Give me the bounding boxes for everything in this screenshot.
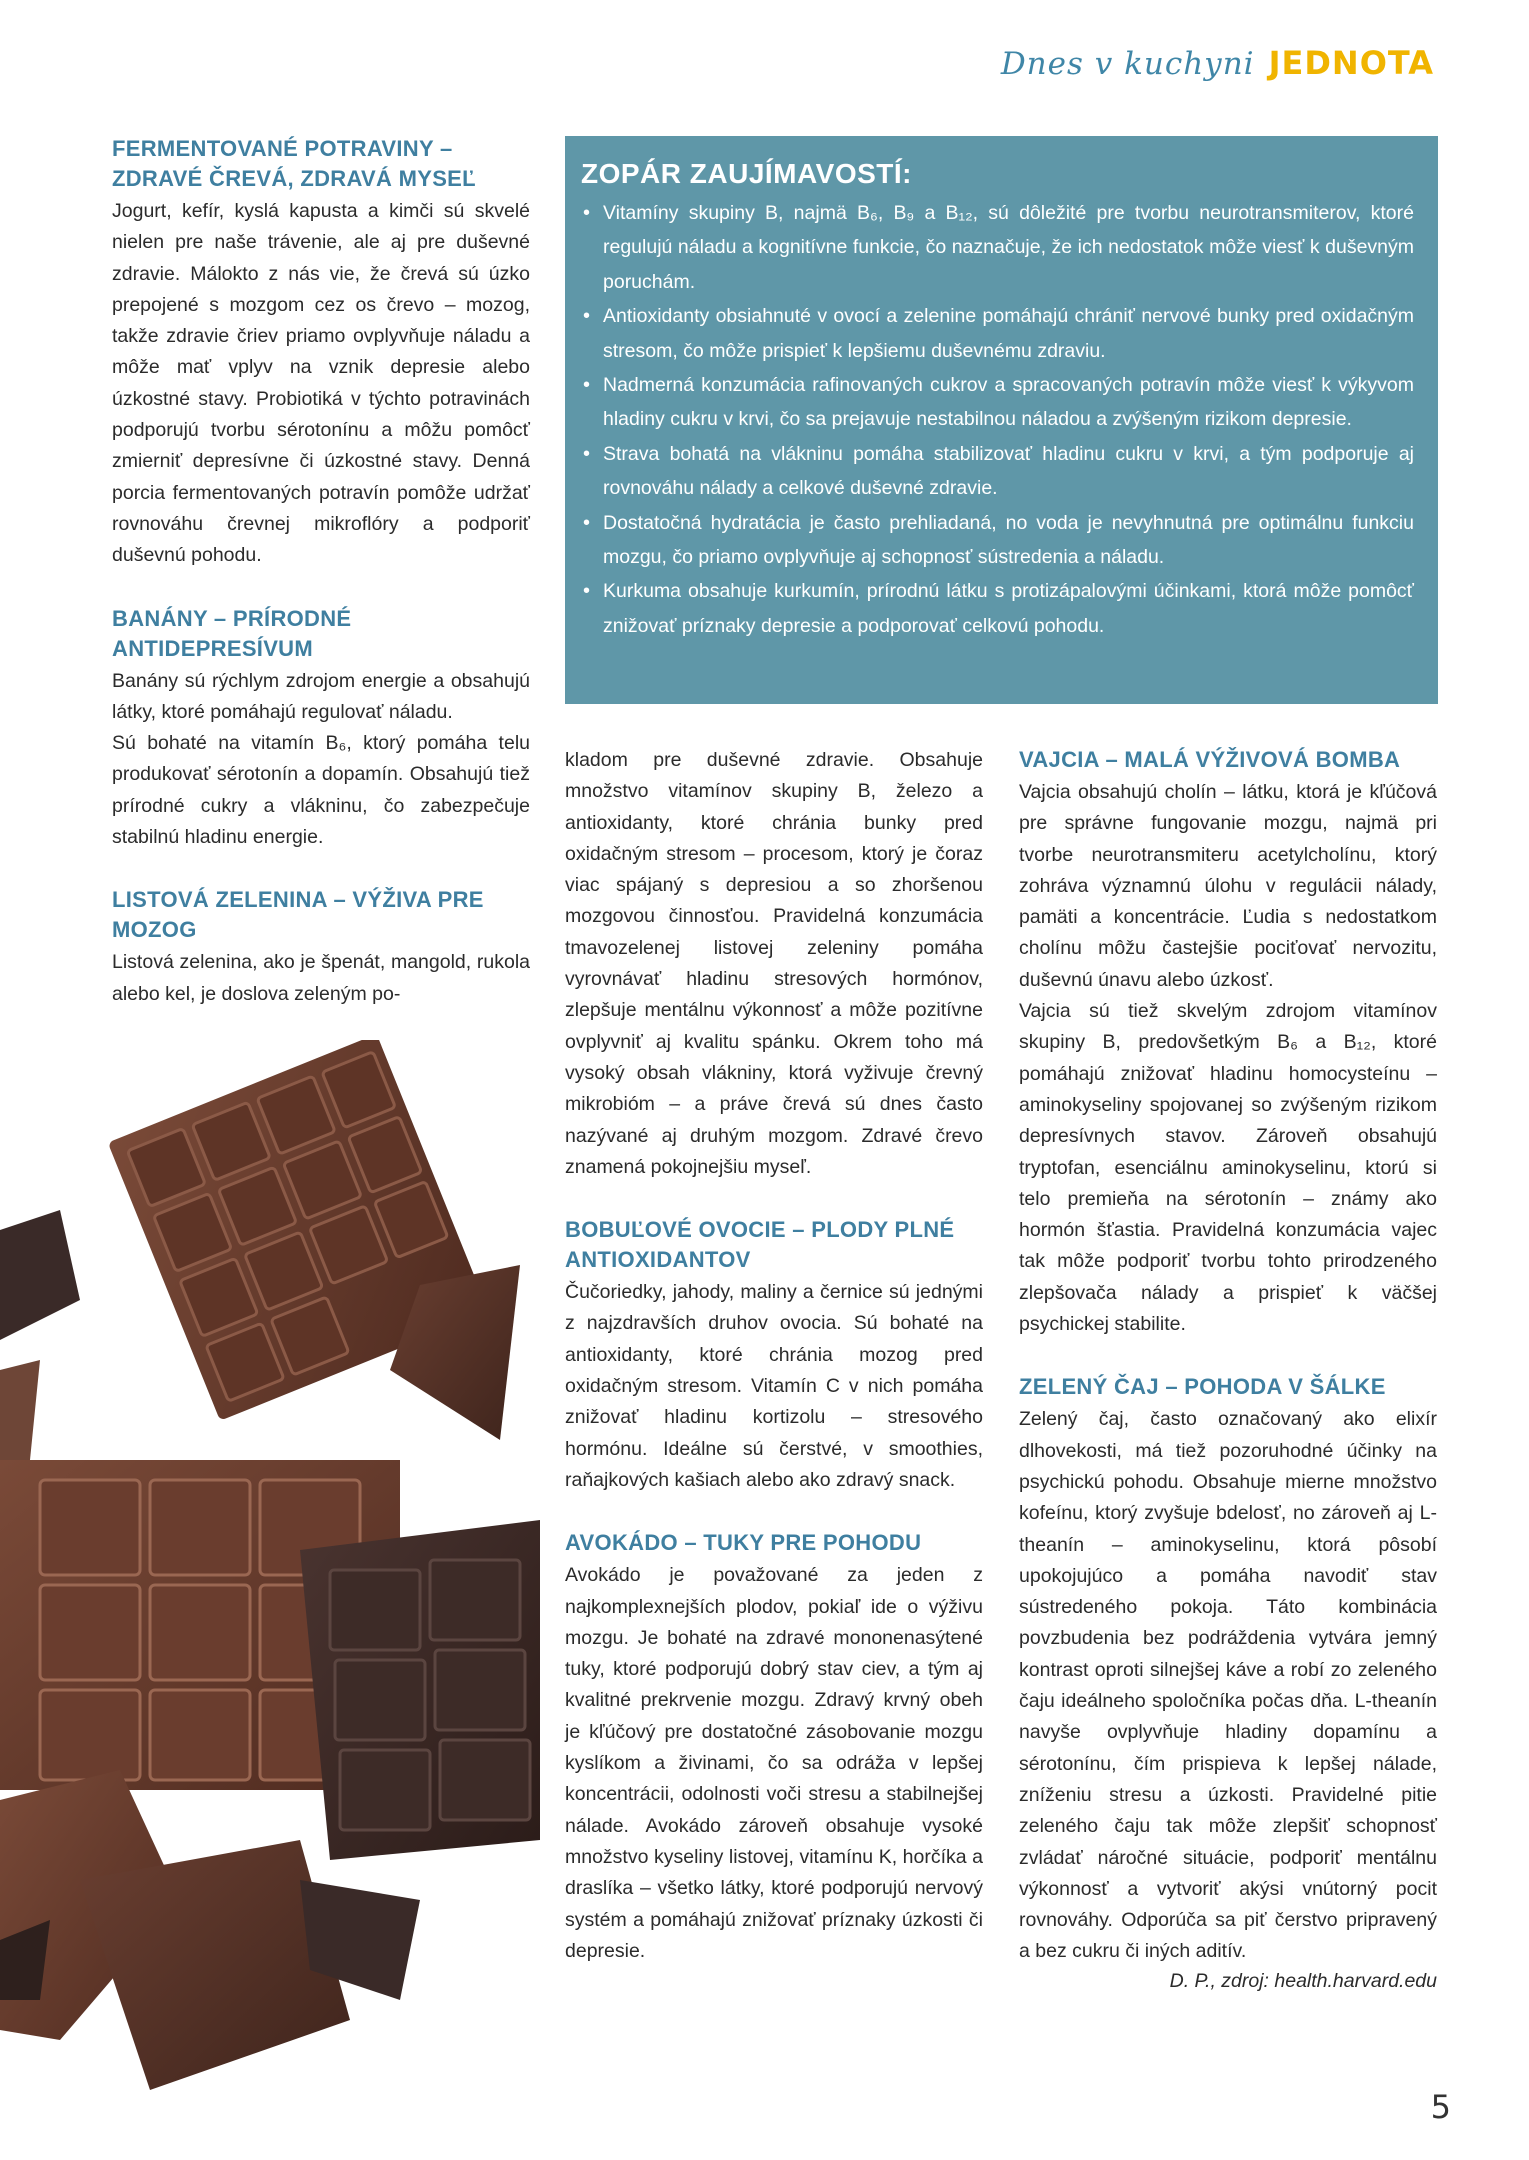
header-brand bbox=[1001, 44, 1434, 82]
section-title: BANÁNY – PRÍRODNÉ ANTIDEPRESÍVUM bbox=[112, 605, 352, 661]
info-item: • Nadmerná konzumácia rafinovaných cukrov a spracovaných potravín môže viesť k výkyvom hladiny cukru v krvi, čo sa prejavuje nestabilnou náladou a zvýšeným rizikom depresie. bbox=[581, 368, 1414, 437]
section-body bbox=[1019, 777, 1437, 1340]
section-title: BOBUĽOVÉ OVOCIE – PLODY PLNÉ ANTIOXIDANTOV bbox=[565, 1217, 955, 1273]
section-title: VAJCIA – MALÁ VÝŽIVOVÁ BOMBA bbox=[1019, 747, 1401, 772]
info-item: • Vitamíny skupiny B, najmä B₆, B₉ a B₁₂, sú dôležité pre tvorbu neurotransmiterov, ktoré regulujú náladu a kognitívne funkcie, čo naznačuje, že ich nedostatok môže viesť k duševným poruchám. bbox=[581, 196, 1414, 299]
section-body bbox=[112, 666, 530, 854]
info-item: • Strava bohatá na vlákninu pomáha stabilizovať hladinu cukru v krvi, a tým podporuje aj rovnováhu nálady a celkové duševné zdravie. bbox=[581, 437, 1414, 506]
section-body: Avokádo je považované za jeden z najkomplexnejších plodov, pokiaľ ide o výživu mozgu. Je bohaté na zdravé mononenasýtené tuky, ktoré podporujú dobrý stav ciev, a tým aj kvalitné prekrvenie mozgu. Zdravý krvný obeh je kľúčový pre dostatočné zásobovanie mozgu kyslíkom a živinami, čo sa odráža v lepšej koncentrácii, odolnosti voči stresu a stabilnejšej nálade. Avokádo zároveň obsahuje vysoké množstvo kyseliny listovej, vitamínu K, horčíka a draslíka – všetko látky, ktoré podporujú nervový systém a pomáhajú znižovať príznaky úzkosti či depresie. bbox=[565, 1564, 983, 1962]
info-box bbox=[565, 136, 1438, 704]
paragraph: Sú bohaté na vitamín B₆, ktorý pomáha telu produkovať sérotonín a dopamín. Obsahujú tiež prírodné cukry a vlákninu, čo zabezpečuje stabilnú hladinu energie. bbox=[112, 732, 530, 849]
left-column bbox=[112, 134, 530, 1042]
section-body: Jogurt, kefír, kyslá kapusta a kimči sú skvelé nielen pre naše trávenie, ale aj pre duševné zdravie. Málokto z nás vie, že črevá sú úzko prepojené s mozgom cez os črevo – mozog, takže zdravie čriev priamo ovplyvňuje náladu a môže mať vplyv na vznik depresie alebo úzkostné stavy. Probiotiká v týchto potravinách podporujú tvorbu sérotonínu a môžu pomôcť zmierniť depresívne či úzkostné stavy. Denná porcia fermentovaných potravín pomôže udržať rovnováhu črevnej mikroflóry a podporiť duševnú pohodu. bbox=[112, 200, 530, 567]
section-body: Čučoriedky, jahody, maliny a černice sú jednými z najzdravších druhov ovocia. Sú bohaté na antioxidanty, ktoré chránia mozog pred oxidačným stresom. Vitamín C v nich pomáha znižovať hladinu kortizolu – stresového hormónu. Ideálne sú čerstvé, v smoothies, raňajkových kašiach alebo ako zdravý snack. bbox=[565, 1281, 983, 1491]
source-credit: D. P., zdroj: health.harvard.edu bbox=[1169, 1969, 1437, 1992]
section-title: FERMENTOVANÉ POTRAVINY – ZDRAVÉ ČREVÁ, ZDRAVÁ MYSEĽ bbox=[112, 136, 476, 191]
info-item: • Kurkuma obsahuje kurkumín, prírodnú látku s protizápalovými účinkami, ktorá môže pomôcť znižovať príznaky depresie a podporovať celkovú pohodu. bbox=[581, 574, 1414, 643]
middle-column bbox=[565, 745, 983, 1999]
section-bananas bbox=[112, 604, 530, 854]
right-column bbox=[1019, 745, 1437, 2025]
paragraph: Vajcia sú tiež skvelým zdrojom vitamínov skupiny B, predovšetkým B₆ a B₁₂, ktoré pomáhajú znižovať hladinu homocysteínu – aminokyseliny spojovanej so zvýšeným rizikom depresívnych stavov. Zároveň obsahujú tryptofan, esenciálnu aminokyselinu, ktorú si telo premieňa na sérotonín – známy ako hormón šťastia. Pravidelná konzumácia vajec tak môže podporiť tvorbu tohto prirodzeného zlepšovača nálady a prispieť k väčšej psychickej stabilite. bbox=[1019, 1000, 1437, 1336]
info-box-title: ZOPÁR ZAUJÍMAVOSTÍ: bbox=[581, 158, 912, 189]
info-item: • Dostatočná hydratácia je často prehliadaná, no voda je nevyhnutná pre optimálnu funkciu mozgu, čo priamo ovplyvňuje aj schopnosť sústredenia a náladu. bbox=[581, 506, 1414, 575]
chocolate-image bbox=[0, 1040, 540, 2100]
section-fermented bbox=[112, 134, 530, 572]
section-avocado bbox=[565, 1528, 983, 1967]
info-list bbox=[581, 196, 1414, 643]
brand-logo: JEDNOTA bbox=[1268, 44, 1434, 82]
brand-script: Dnes v kuchyni bbox=[1000, 46, 1255, 82]
section-body: Zelený čaj, často označovaný ako elixír dlhovekosti, má tiež pozoruhodné účinky na psychickú pohodu. Obsahuje mierne množstvo kofeínu, ktorý zvyšuje bdelosť, no zároveň aj L-theanín – aminokyselinu, ktorá pôsobí upokojujúco a pomáha navodiť stav sústredeného pokoja. Táto kombinácia povzbudenia bez podráždenia vytvára jemný kontrast oproti silnejšej káve a robí zo zeleného čaju ideálneho spoločníka počas dňa. L-theanín navyše ovplyvňuje hladiny dopamínu a sérotonínu, čím prispieva k lepšej nálade, zníženiu stresu a úzkosti. Pravidelné pitie zeleného čaju tak môže zlepšiť schopnosť zvládať náročné situácie, podporiť mentálnu výkonnosť a vytvoriť akýsi vnútorný pocit rovnováhy. Odporúča sa piť čerstvo pripravený a bez cukru či iných aditív. bbox=[1019, 1408, 1437, 1963]
paragraph: Vajcia obsahujú cholín – látku, ktorá je kľúčová pre správne fungovanie mozgu, najmä pri tvorbe neurotransmiteru acetylcholínu, ktorý zohráva významnú úlohu v regulácii nálady, pamäti a koncentrácie. Ľudia s nedostatkom cholínu môžu častejšie pociťovať nervozitu, duševnú únavu alebo úzkosť. bbox=[1019, 781, 1437, 991]
section-title: ZELENÝ ČAJ – POHODA V ŠÁLKE bbox=[1019, 1374, 1386, 1400]
chocolate-bar-dark bbox=[300, 1520, 540, 1860]
section-green-tea bbox=[1019, 1372, 1437, 1992]
section-berries bbox=[565, 1215, 983, 1496]
section-body: Listová zelenina, ako je špenát, mangold, rukola alebo kel, je doslova zeleným po- bbox=[112, 951, 530, 1005]
section-leafy-continued bbox=[565, 745, 983, 1183]
paragraph: Banány sú rýchlym zdrojom energie a obsahujú látky, ktoré pomáhajú regulovať náladu. bbox=[112, 669, 530, 723]
info-item: • Antioxidanty obsiahnuté v ovocí a zelenine pomáhajú chrániť nervové bunky pred oxidačným stresom, čo môže prispieť k lepšiemu duševnému zdraviu. bbox=[581, 299, 1414, 368]
section-leafy bbox=[112, 885, 530, 1010]
section-title: LISTOVÁ ZELENINA – VÝŽIVA PRE MOZOG bbox=[112, 887, 484, 943]
page-number: 5 bbox=[1430, 2088, 1451, 2126]
section-body: kladom pre duševné zdravie. Obsahuje množstvo vitamínov skupiny B, železo a antioxidanty, ktoré chránia bunky pred oxidačným stresom – procesom, ktorý je čoraz viac spájaný s depresiou a so zhoršenou mozgovou činnosťou. Pravidelná konzumácia tmavozelenej listovej zeleniny pomáha vyrovnávať hladinu stresových hormónov, zlepšuje mentálnu výkonnosť a môže pozitívne ovplyvniť aj kvalitu spánku. Okrem toho má vysoký obsah vlákniny, ktorá vyživuje črevný mikrobióm – a práve črevá sú dnes často nazývané aj druhým mozgom. Zdravé črevo znamená pokojnejšiu myseľ. bbox=[565, 749, 983, 1178]
section-eggs bbox=[1019, 745, 1437, 1340]
section-title: AVOKÁDO – TUKY PRE POHODU bbox=[565, 1530, 922, 1556]
